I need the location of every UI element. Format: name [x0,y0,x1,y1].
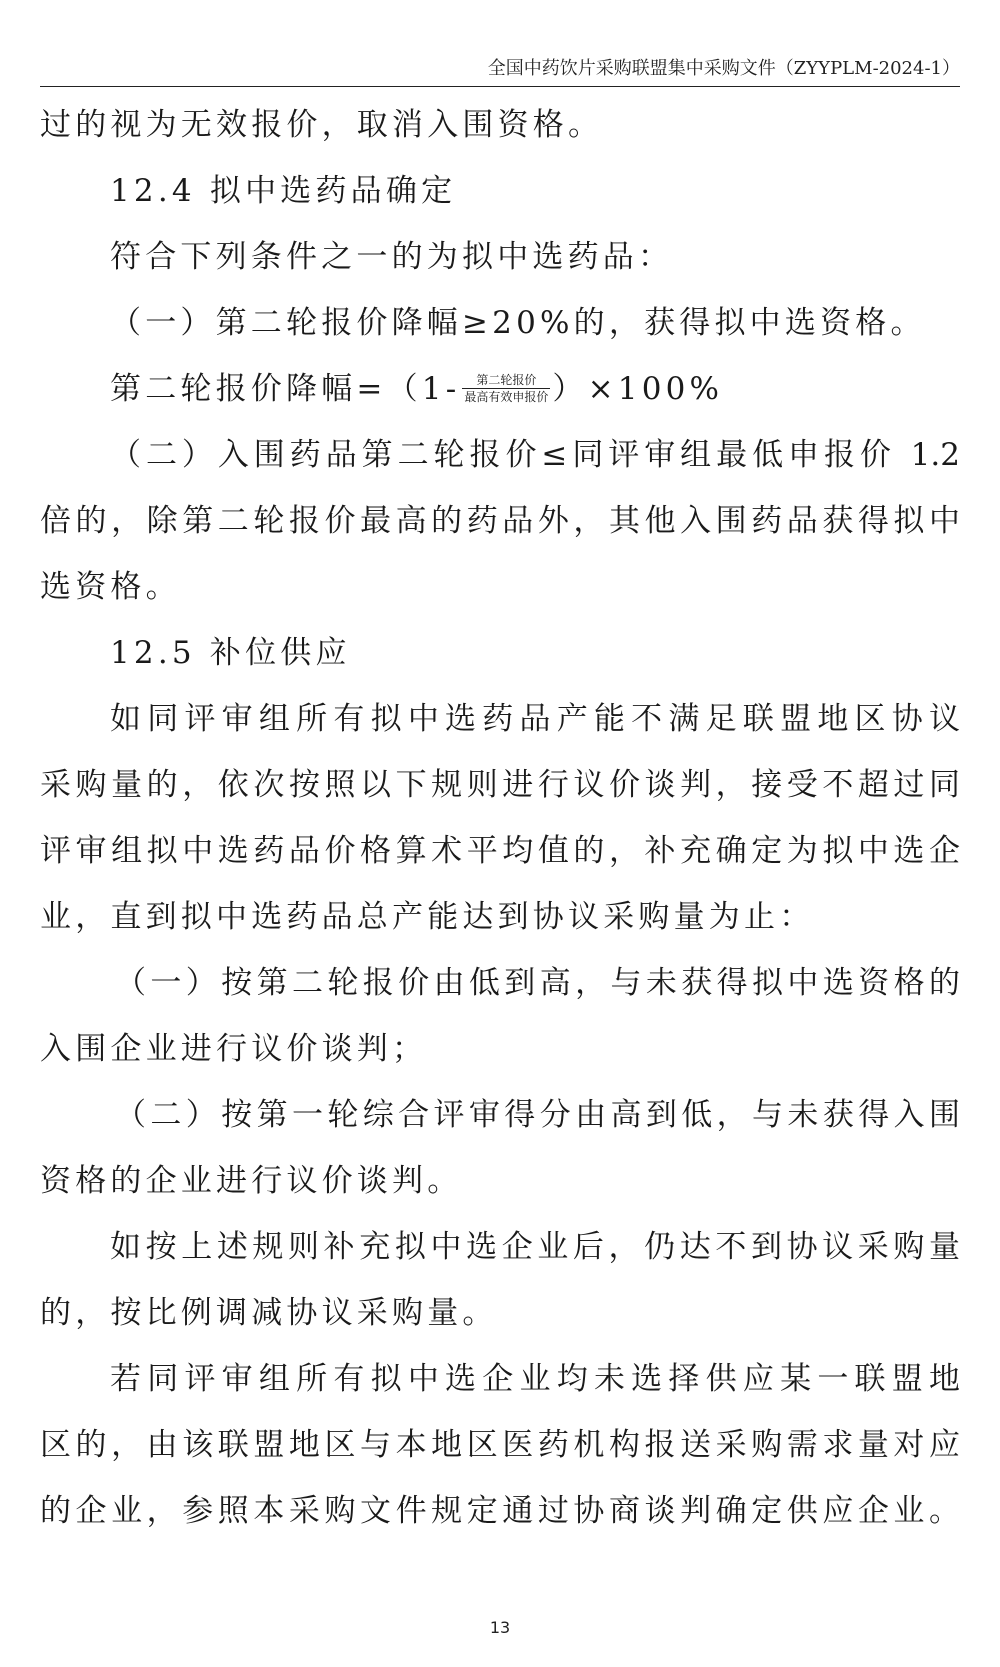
document-body [40,92,960,1544]
header-title: 全国中药饮片采购联盟集中采购文件（ZYYPLM-2024-1） [487,58,960,79]
text-line-17: 资格的企业进行议价谈判。 [40,1163,463,1199]
text-line-22: 的企业，参照本采购文件规定通过协商谈判确定供应企业。 [40,1493,960,1529]
text-line-19: 的，按比例调减协议采购量。 [40,1295,498,1331]
rule-one: （一）按第二轮报价由低到高，与未获得拟中选资格的 [115,965,960,1001]
formula-suffix: ）×100% [552,371,724,407]
formula-line [40,356,960,422]
text-line-12: 评审组拟中选药品价格算术平均值的，补充确定为拟中选企 [40,833,960,869]
text-line-13: 业，直到拟中选药品总产能达到协议采购量为止： [40,899,815,935]
text-line-1: 过的视为无效报价，取消入围资格。 [40,107,604,143]
text-line-20: 若同评审组所有拟中选企业均未选择供应某一联盟地 [110,1361,960,1397]
condition-one: （一）第二轮报价降幅≥20%的，获得拟中选资格。 [110,305,926,341]
formula-denominator: 最高有效申报价 [464,390,549,404]
section-heading-12-5: 12.5 补位供应 [110,635,351,671]
section-heading-12-4: 12.4 拟中选药品确定 [110,173,457,209]
condition-two: （二）入围药品第二轮报价≤同评审组最低申报价 1.2 [110,437,960,473]
text-line-8: 选资格。 [40,569,181,605]
text-line-11: 采购量的，依次按照以下规则进行议价谈判，接受不超过同 [40,767,960,803]
page-header [40,56,960,87]
page-number: 13 [489,1618,511,1637]
text-line-7: 倍的，除第二轮报价最高的药品外，其他入围药品获得拟中 [40,503,960,539]
text-line-21: 区的，由该联盟地区与本地区医药机构报送采购需求量对应 [40,1427,960,1463]
text-line-10: 如同评审组所有拟中选药品产能不满足联盟地区协议 [110,701,960,737]
formula-fraction [462,372,550,405]
text-line-3: 符合下列条件之一的为拟中选药品： [110,239,674,275]
text-line-15: 入围企业进行议价谈判； [40,1031,428,1067]
formula-numerator: 第二轮报价 [462,372,550,389]
text-line-18: 如按上述规则补充拟中选企业后，仍达不到协议采购量 [110,1229,960,1265]
formula-prefix: 第二轮报价降幅=（1- [110,371,461,407]
rule-two: （二）按第一轮综合评审得分由高到低，与未获得入围 [115,1097,960,1133]
